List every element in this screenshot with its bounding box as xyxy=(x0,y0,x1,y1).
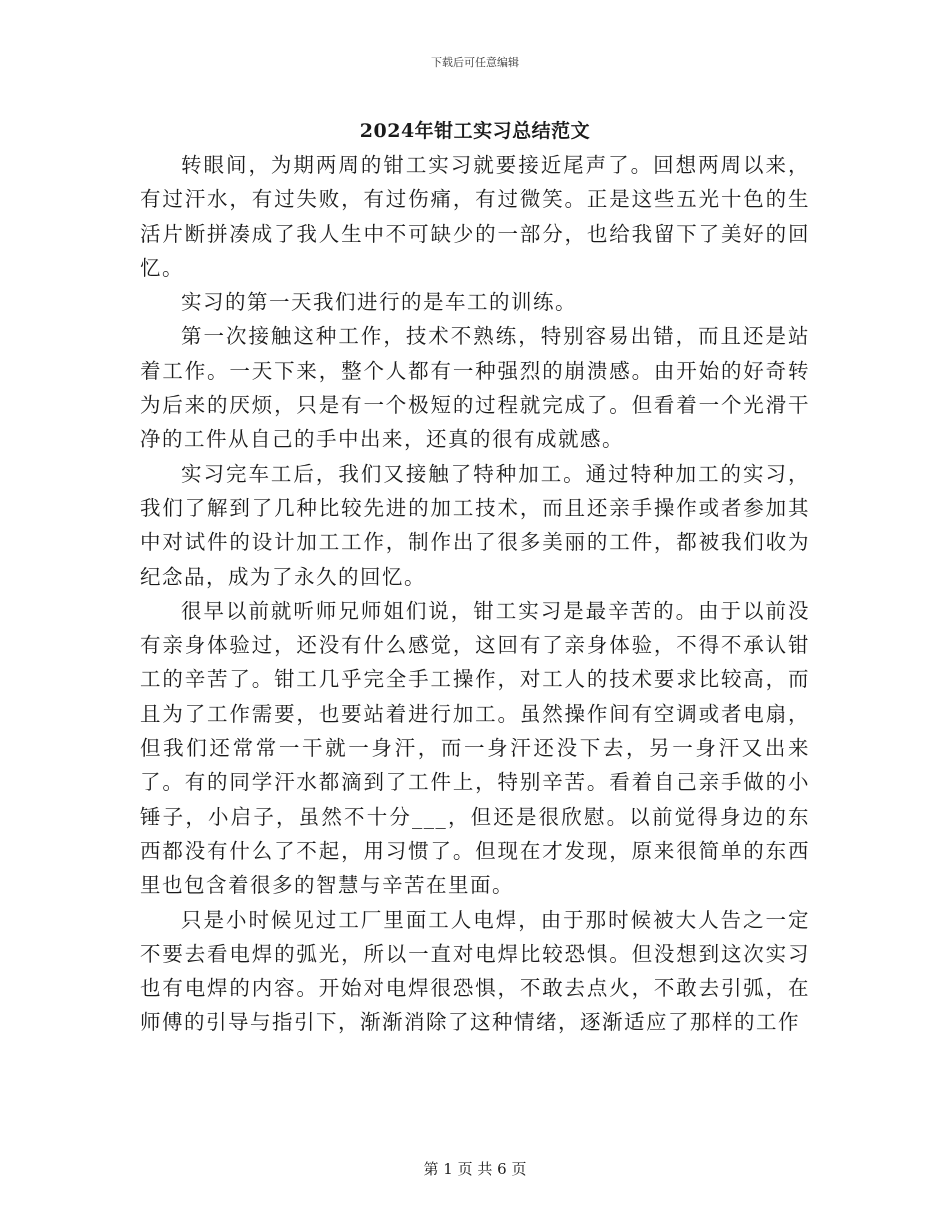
paragraph-2: 实习的第一天我们进行的是车工的训练。 xyxy=(181,290,577,315)
paragraph-1: 转眼间，为期两周的钳工实习就要接近尾声了。回想两周以来，有过汗水，有过失败，有过伤痛，有过微笑。正是这些五光十色的生活片断拼凑成了我人生中不可缺少的一部分，也给我留下了美好的回忆。 xyxy=(140,153,810,280)
document-title: 2024年钳工实习总结范文 xyxy=(359,120,591,142)
page-number: 第 1 页 共 6 页 xyxy=(423,1160,527,1178)
paragraph-6: 只是小时候见过工厂里面工人电焊，由于那时候被大人告之一定不要去看电焊的弧光，所以一直对电焊比较恐惧。但没想到这次实习也有电焊的内容。开始对电焊很恐惧，不敢去点火，不敢去引弧，在师傅的引导与指引下，渐渐消除了这种情绪，逐渐适应了那样的工作 xyxy=(140,907,810,1035)
page-header-note: 下载后可任意编辑 xyxy=(431,56,519,69)
paragraph-5: 很早以前就听师兄师姐们说，钳工实习是最辛苦的。由于以前没有亲身体验过，还没有什么感觉，这回有了亲身体验，不得不承认钳工的辛苦了。钳工几乎完全手工操作，对工人的技术要求比较高，而且为了工作需要，也要站着进行加工。虽然操作间有空调或者电扇，但我们还常常一干就一身汗，而一身汗还没下去，另一身汗又出来了。有的同学汗水都滴到了工件上，特别辛苦。看着自己亲手做的小锤子，小启子，虽然不十分___，但还是很欣慰。以前觉得身边的东西都没有什么了不起，用习惯了。但现在才发现，原来很简单的东西里也包含着很多的智慧与辛苦在里面。 xyxy=(140,598,810,898)
document-body xyxy=(140,148,810,1040)
paragraph-3: 第一次接触这种工作，技术不熟练，特别容易出错，而且还是站着工作。一天下来，整个人都有一种强烈的崩溃感。由开始的好奇转为后来的厌烦，只是有一个极短的过程就完成了。但看着一个光滑干净的工件从自己的手中出来，还真的很有成就感。 xyxy=(140,324,810,452)
paragraph-4: 实习完车工后，我们又接触了特种加工。通过特种加工的实习，我们了解到了几种比较先进的加工技术，而且还亲手操作或者参加其中对试件的设计加工工作，制作出了很多美丽的工件，都被我们收为纪念品，成为了永久的回忆。 xyxy=(140,461,810,589)
